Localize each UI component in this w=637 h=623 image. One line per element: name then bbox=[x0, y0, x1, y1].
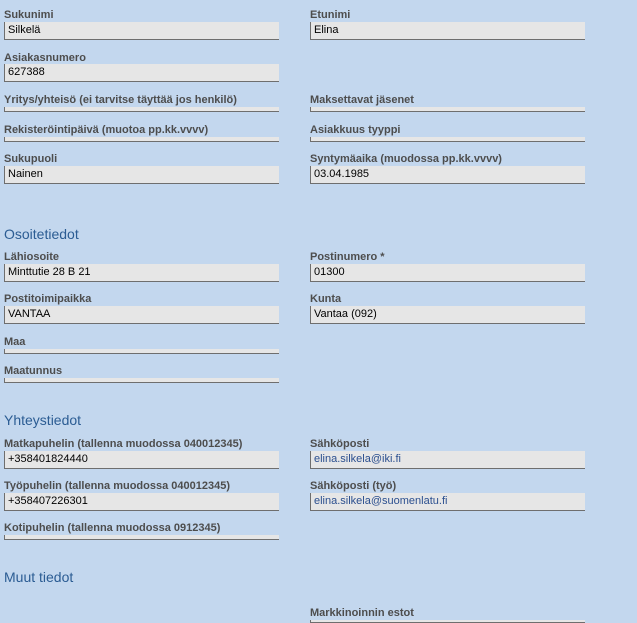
maa-input[interactable] bbox=[4, 349, 279, 354]
asiakasnumero-label: Asiakasnumero bbox=[4, 52, 86, 64]
etunimi-label: Etunimi bbox=[310, 9, 351, 21]
markkinoinnin-estot-label: Markkinoinnin estot bbox=[310, 607, 414, 619]
maksettavat-input[interactable] bbox=[310, 107, 585, 112]
syntymaaika-label: Syntymäaika (muodossa pp.kk.vvvv) bbox=[310, 153, 502, 165]
sukunimi-label: Sukunimi bbox=[4, 9, 54, 21]
maksettavat-label: Maksettavat jäsenet bbox=[310, 94, 414, 106]
sahkoposti-label: Sähköposti bbox=[310, 438, 370, 450]
kunta-select[interactable]: Vantaa (092) bbox=[310, 306, 585, 324]
asiakasnumero-input[interactable]: 627388 bbox=[4, 64, 279, 82]
rekisterointipaiva-label: Rekisteröintipäivä (muotoa pp.kk.vvvv) bbox=[4, 124, 209, 136]
maa-label: Maa bbox=[4, 336, 26, 348]
muut-tiedot-heading: Muut tiedot bbox=[4, 569, 74, 585]
postitoimipaikka-input[interactable]: VANTAA bbox=[4, 306, 279, 324]
sukunimi-input[interactable]: Silkelä bbox=[4, 22, 279, 40]
etunimi-input[interactable]: Elina bbox=[310, 22, 585, 40]
yritys-label: Yritys/yhteisö (ei tarvitse täyttää jos henkilö) bbox=[4, 94, 237, 106]
sahkoposti-tyo-label: Sähköposti (työ) bbox=[310, 480, 397, 492]
maatunnus-input[interactable] bbox=[4, 378, 279, 383]
sahkoposti-tyo-input[interactable]: elina.silkela@suomenlatu.fi bbox=[310, 493, 585, 511]
rekisterointipaiva-input[interactable] bbox=[4, 137, 279, 142]
postinumero-label: Postinumero * bbox=[310, 251, 385, 263]
sukupuoli-select[interactable]: Nainen bbox=[4, 166, 279, 184]
maatunnus-label: Maatunnus bbox=[4, 365, 63, 377]
asiakkuus-input[interactable] bbox=[310, 137, 585, 142]
kotipuhelin-input[interactable] bbox=[4, 535, 279, 540]
syntymaaika-input[interactable]: 03.04.1985 bbox=[310, 166, 585, 184]
sukupuoli-label: Sukupuoli bbox=[4, 153, 58, 165]
sahkoposti-input[interactable]: elina.silkela@iki.fi bbox=[310, 451, 585, 469]
asiakkuus-label: Asiakkuus tyyppi bbox=[310, 124, 401, 136]
matkapuhelin-label: Matkapuhelin (tallenna muodossa 040012345) bbox=[4, 438, 243, 450]
yritys-input[interactable] bbox=[4, 107, 279, 112]
tyopuhelin-label: Työpuhelin (tallenna muodossa 040012345) bbox=[4, 480, 230, 492]
osoitetiedot-heading: Osoitetiedot bbox=[4, 226, 79, 242]
lahiosoite-label: Lähiosoite bbox=[4, 251, 60, 263]
kunta-label: Kunta bbox=[310, 293, 342, 305]
postinumero-input[interactable]: 01300 bbox=[310, 264, 585, 282]
tyopuhelin-input[interactable]: +358407226301 bbox=[4, 493, 279, 511]
matkapuhelin-input[interactable]: +358401824440 bbox=[4, 451, 279, 469]
lahiosoite-input[interactable]: Minttutie 28 B 21 bbox=[4, 264, 279, 282]
kotipuhelin-label: Kotipuhelin (tallenna muodossa 0912345) bbox=[4, 522, 221, 534]
postitoimipaikka-label: Postitoimipaikka bbox=[4, 293, 92, 305]
yhteystiedot-heading: Yhteystiedot bbox=[4, 412, 82, 428]
